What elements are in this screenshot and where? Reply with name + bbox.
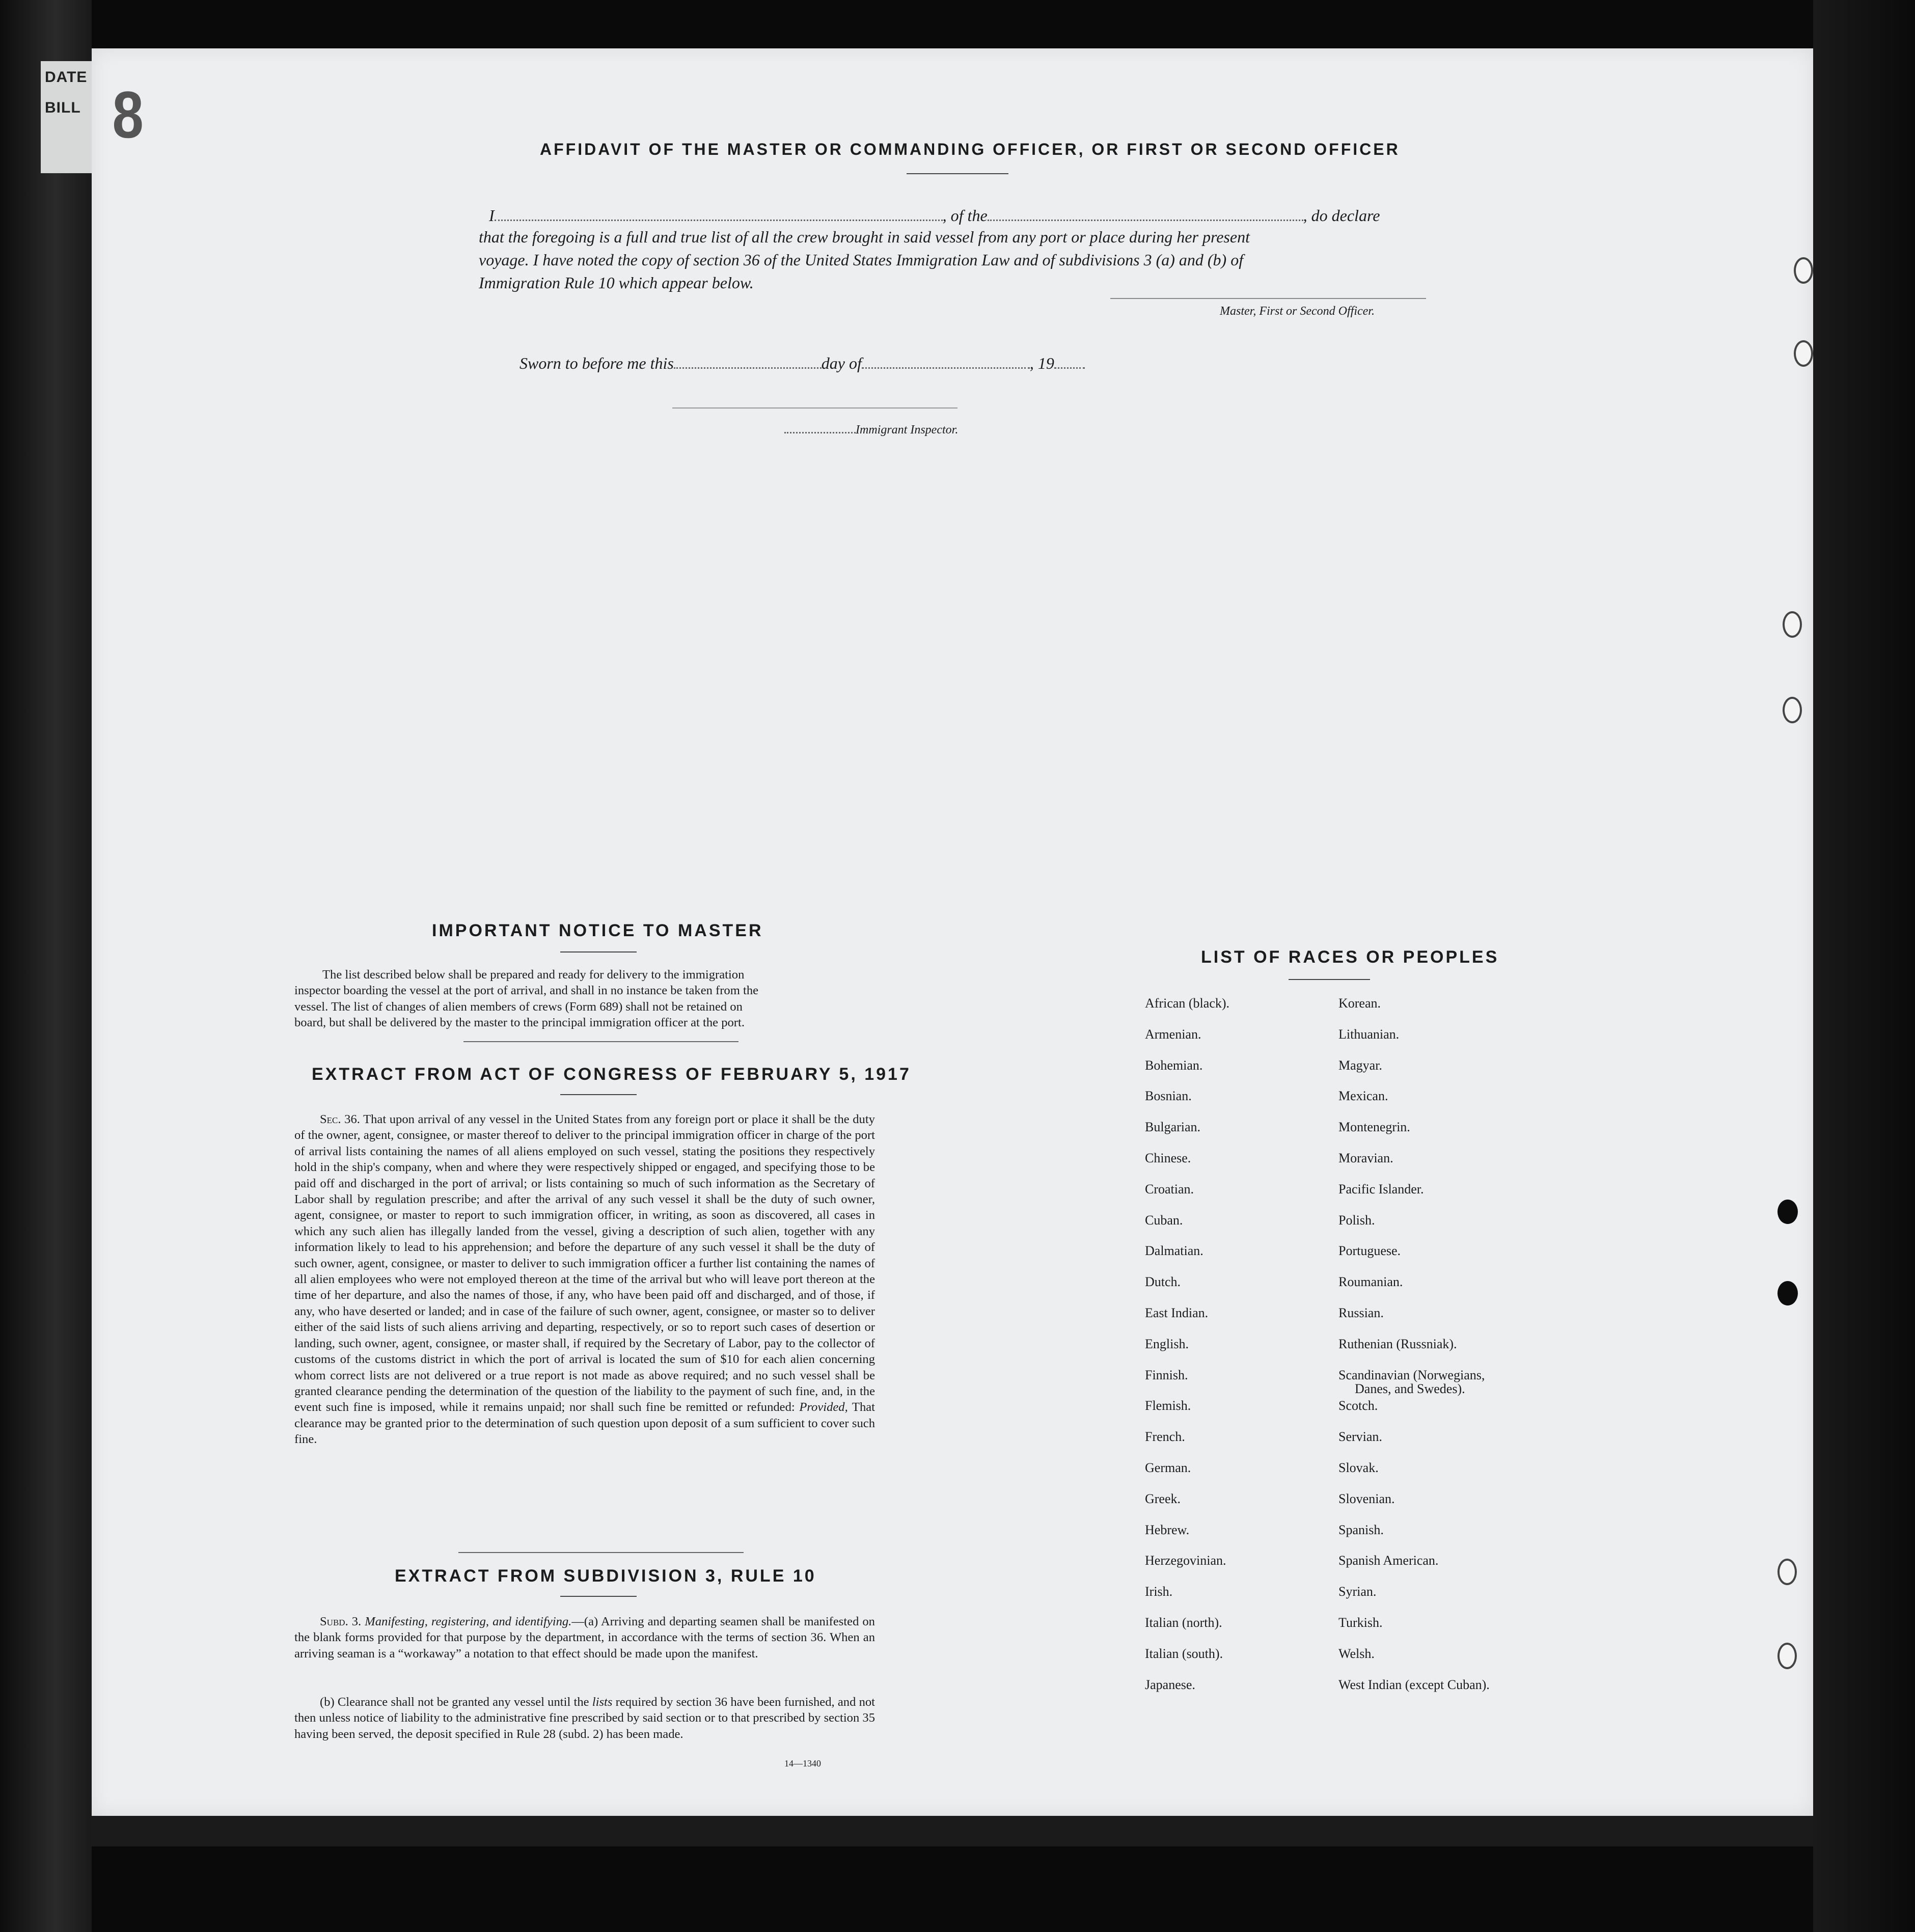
sworn-year-label: , 19 — [1029, 354, 1054, 372]
race-item: West Indian (except Cuban). — [1338, 1677, 1490, 1692]
rule-para-b-start: (b) Clearance shall not be granted any vessel until the — [320, 1695, 589, 1709]
stub-label-bill: BILL — [45, 99, 81, 116]
form-number: 14—1340 — [784, 1758, 821, 1768]
race-item: Chinese. — [1145, 1151, 1191, 1165]
notice-line-2: inspector boarding the vessel at the port of arrival, and shall in no instance be taken from the — [294, 984, 759, 998]
race-item: Mexican. — [1338, 1089, 1388, 1104]
race-item: Bohemian. — [1145, 1057, 1203, 1073]
affidavit-title: AFFIDAVIT OF THE MASTER OR COMMANDING OFFICER, OR FIRST OR SECOND OFFICER — [540, 140, 1400, 158]
race-item: Polish. — [1338, 1212, 1375, 1228]
race-item: Welsh. — [1338, 1646, 1375, 1661]
race-item: Bosnian. — [1145, 1089, 1192, 1104]
race-item: Hebrew. — [1145, 1522, 1190, 1537]
race-item: Flemish. — [1145, 1398, 1191, 1413]
affidavit-line-4: Immigration Rule 10 which appear below. — [479, 274, 754, 292]
rule-subd-heading: Manifesting, registering, and identifying. — [365, 1615, 572, 1628]
rule-subd-label: Subd. 3. — [320, 1615, 362, 1628]
race-item: Scandinavian (Norwegians, — [1338, 1367, 1485, 1382]
race-item: Moravian. — [1338, 1151, 1393, 1165]
vessel-name-field[interactable] — [988, 220, 1303, 221]
act-section-label: Sec. 36. — [320, 1112, 360, 1126]
race-item: Armenian. — [1145, 1026, 1201, 1042]
race-item: Portuguese. — [1338, 1243, 1401, 1259]
notice-line-4: board, but shall be delivered by the master to the principal immigration officer at the port. — [294, 1016, 745, 1030]
affidavit-line-1 — [489, 206, 1380, 225]
signature-line — [1110, 298, 1426, 299]
race-item: Spanish. — [1338, 1522, 1384, 1537]
notice-title: IMPORTANT NOTICE TO MASTER — [432, 921, 763, 940]
binder-hole — [1794, 257, 1813, 284]
rule-para-b-lists: lists — [592, 1695, 613, 1709]
binder-hole — [1783, 697, 1802, 723]
signature-label: Master, First or Second Officer. — [1220, 305, 1375, 318]
binder-hole — [1783, 611, 1802, 638]
act-section-text: That upon arrival of any vessel in the United States from any foreign port or place it shall be the duty of the owner, agent, consignee, or master thereof to deliver to the principal immigration officer in charge of the port of arrival lists containing the names of all aliens employed on such vessel, stating the positions they respectively hold in the ship's company, when and where they were respectively shipped or engaged, and specifying those to be paid off and discharged in the port of arrival; or lists containing so much of such information as the Secretary of Labor shall by regulation prescribe; and after the arrival of any such vessel it shall be the duty of such owner, agent, consignee, or master to report to such immigration officer, in writing, as soon as discovered, all cases in which any such alien has illegally landed from the vessel, giving a description of such alien, together with any information likely to lead to his apprehension; and before the departure of any such vessel it shall be the duty of such owner, agent, consignee, or master to deliver to such immigration officer a further list containing the names of all alien employees who were not employed thereon at the time of the arrival but who will leave port thereon at the time of her departure, and also the names of those, if any, who have been paid off and discharged, and of those, if any, who have deserted or landed; and in case of the failure of such owner, agent, consignee, or master so to deliver either of the said lists of such aliens arriving and departing, respectively, or so to report such cases of desertion or landing, such owner, agent, consignee, or master shall, if required by the Secretary of Labor, pay to the collector of customs of the customs district in which the port of arrival is located the sum of $10 for each alien concerning whom correct lists are not delivered or a true report is not made as above required; and no such vessel shall be granted clearance pending the determination of the question of the liability to the payment of such fine, and, in the event such fine is imposed, while it remains unpaid; nor shall such fine be remitted or refunded: — [294, 1112, 875, 1414]
scan-border-left — [0, 0, 92, 1932]
sworn-line — [519, 354, 1085, 373]
affidavit-line-3: voyage. I have noted the copy of section 36 of the United States Immigration Law and of subdivisions 3 (a) and (b) of — [479, 251, 1244, 269]
master-name-field[interactable] — [495, 220, 943, 221]
rule-para-b — [294, 1694, 875, 1742]
race-item: Servian. — [1338, 1429, 1382, 1445]
race-item: Italian (south). — [1145, 1646, 1223, 1661]
inspector-label: Immigrant Inspector. — [856, 423, 959, 437]
sworn-day-label: day of — [821, 354, 862, 372]
sworn-month-field[interactable] — [862, 367, 1030, 369]
race-item: Cuban. — [1145, 1212, 1183, 1228]
races-title: LIST OF RACES OR PEOPLES — [1201, 947, 1499, 967]
scan-border-bottom — [92, 1816, 1813, 1846]
binder-hole — [1794, 340, 1813, 367]
act-divider — [458, 1552, 744, 1553]
race-item: English. — [1145, 1336, 1189, 1351]
stub-label-date: DATE — [45, 69, 88, 86]
race-item: Scotch. — [1338, 1398, 1378, 1413]
race-item: Irish. — [1145, 1584, 1173, 1599]
notice-line-3: vessel. The list of changes of alien members of crews (Form 689) shall not be retained on — [294, 999, 743, 1014]
affidavit-of-the: , of the — [942, 206, 988, 225]
binder-hole — [1777, 1559, 1797, 1585]
race-item: Dalmatian. — [1145, 1243, 1203, 1259]
race-item: Croatian. — [1145, 1181, 1194, 1196]
inspector-signature-row — [784, 419, 958, 438]
race-item: Bulgarian. — [1145, 1120, 1201, 1135]
race-item: Korean. — [1338, 996, 1381, 1011]
affidavit-line-2: that the foregoing is a full and true list of all the crew brought in said vessel from any port or place during her present — [479, 228, 1250, 246]
race-item: East Indian. — [1145, 1305, 1209, 1320]
act-title: EXTRACT FROM ACT OF CONGRESS OF FEBRUARY 5, 1917 — [312, 1065, 911, 1084]
scan-border-right — [1813, 0, 1915, 1932]
inspector-signature-field[interactable] — [784, 432, 856, 433]
affidavit-i: I — [489, 206, 495, 225]
race-item: Roumanian. — [1338, 1274, 1403, 1290]
notice-divider — [463, 1041, 738, 1042]
race-item: Finnish. — [1145, 1367, 1188, 1382]
race-item: Slovak. — [1338, 1460, 1379, 1475]
sworn-year-field[interactable] — [1054, 367, 1085, 369]
race-item: Montenegrin. — [1338, 1120, 1410, 1135]
race-item: Magyar. — [1338, 1057, 1382, 1073]
rule-para-b-end: required by section 36 have been furnished, and not then unless notice of liability to the administrative fine prescribed by said section or to that prescribed by section 35 having been served, the deposit specified in Rule 28 (subd. 2) has been made. — [294, 1695, 876, 1741]
act-provided: Provided, — [799, 1400, 848, 1414]
race-item: German. — [1145, 1460, 1191, 1475]
race-item: Syrian. — [1338, 1584, 1377, 1599]
binder-hole — [1777, 1200, 1798, 1224]
affidavit-declare: , do declare — [1303, 206, 1380, 225]
sworn-start: Sworn to before me this — [519, 354, 674, 372]
race-item: Slovenian. — [1338, 1491, 1395, 1506]
rule-para-a — [294, 1614, 875, 1662]
race-item: Spanish American. — [1338, 1553, 1439, 1568]
act-section-36 — [294, 1111, 875, 1448]
race-item: French. — [1145, 1429, 1185, 1445]
binder-hole — [1777, 1643, 1797, 1669]
rule-title: EXTRACT FROM SUBDIVISION 3, RULE 10 — [395, 1566, 816, 1586]
race-item-continuation: Danes, and Swedes). — [1355, 1381, 1465, 1396]
race-item: Dutch. — [1145, 1274, 1181, 1290]
race-item: African (black). — [1145, 996, 1230, 1011]
notice-line-1: The list described below shall be prepared and ready for delivery to the immigration — [322, 968, 745, 982]
sworn-day-field[interactable] — [674, 367, 822, 369]
race-item: Turkish. — [1338, 1615, 1383, 1630]
document-sheet — [92, 48, 1813, 1816]
act-rule — [560, 1094, 637, 1095]
notice-paragraph — [294, 967, 875, 1031]
race-item: Herzegovinian. — [1145, 1553, 1226, 1568]
rule-rule — [560, 1596, 637, 1597]
race-item: Lithuanian. — [1338, 1026, 1400, 1042]
binder-hole — [1777, 1281, 1798, 1305]
race-item: Greek. — [1145, 1491, 1181, 1506]
races-rule — [1289, 979, 1370, 980]
race-item: Ruthenian (Russniak). — [1338, 1336, 1457, 1351]
rule-para-a-text: —(a) Arriving and departing seamen shall be manifested on the blank forms provided for that purpose by the department, in accordance with the terms of section 36. When an arriving seaman is a “workaway” a notation to that effect should be made upon the manifest. — [294, 1615, 875, 1661]
race-item: Japanese. — [1145, 1677, 1195, 1692]
title-rule — [907, 173, 1008, 174]
page-number: 8 — [112, 77, 144, 152]
race-item: Italian (north). — [1145, 1615, 1222, 1630]
inspector-rule — [672, 407, 958, 409]
notice-rule — [560, 951, 637, 953]
race-item: Pacific Islander. — [1338, 1181, 1424, 1196]
race-item: Russian. — [1338, 1305, 1384, 1320]
act-section-text-end: That clearance may be granted prior to the determination of such question upon deposit of a sum sufficient to cover such fine. — [294, 1400, 875, 1447]
